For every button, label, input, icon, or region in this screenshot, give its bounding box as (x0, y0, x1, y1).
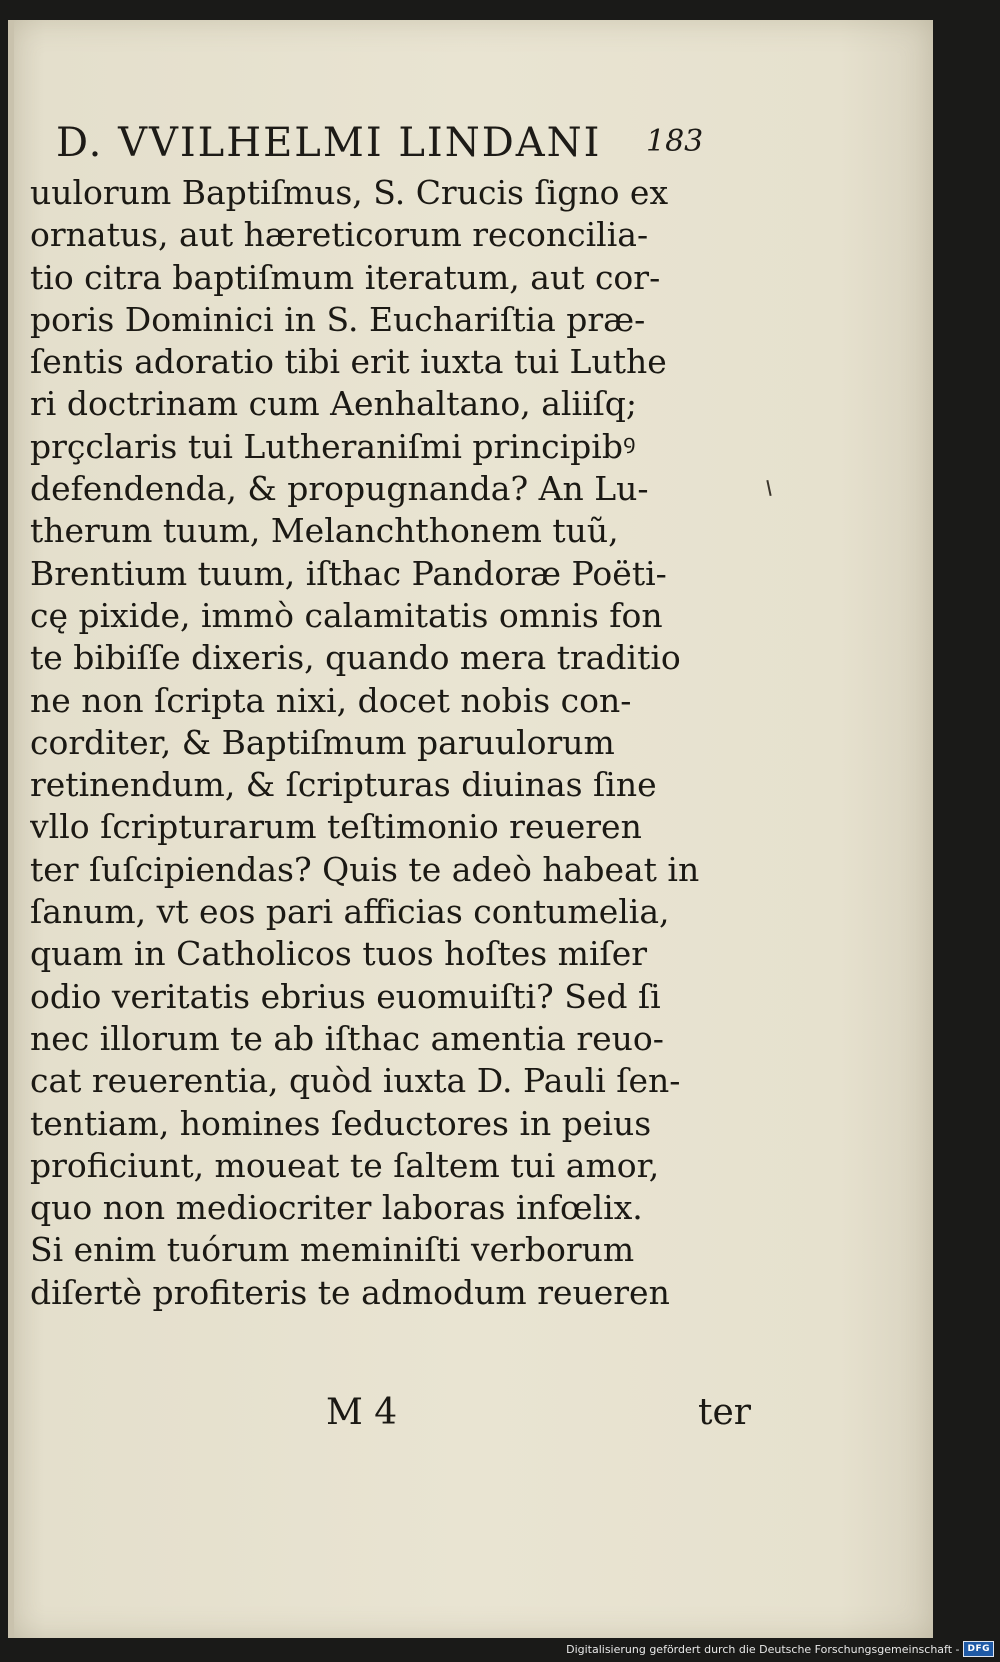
text-line: ornatus, aut hæreticorum reconcilia- (30, 215, 649, 255)
text-line: uulorum Baptiſmus, S. Crucis ſigno ex (30, 173, 669, 212)
text-line: tentiam, homines ſeductores in peius (30, 1103, 652, 1143)
text-line: Brentium tuum, iſthac Pandoræ Poëti- (30, 553, 667, 593)
text-line: cę pixide, immò calamitatis omnis fon (30, 595, 663, 635)
text-line: diſertè profiteris te admodum reueren (30, 1272, 670, 1312)
page-number: 183 (646, 124, 704, 159)
text-line: ſanum, vt eos pari afficias contumelia, (30, 892, 670, 932)
text-line: corditer, & Baptiſmum paruulorum (30, 722, 615, 762)
text-line: prçclaris tui Lutheraniſmi principibꝰ (30, 426, 636, 466)
catchword: ter (698, 1392, 751, 1433)
book-page (8, 20, 933, 1638)
digitization-credit (566, 1640, 994, 1658)
text-line: odio veritatis ebrius euomuiſti? Sed ſi (30, 976, 661, 1016)
text-line: nec illorum te ab iſthac amentia reuo- (30, 1018, 664, 1058)
page-gutter-edge (8, 20, 14, 1638)
text-line: ri doctrinam cum Aenhaltano, aliiſq; (30, 384, 638, 424)
text-line: ter ſuſcipiendas? Quis te adeò habeat in (30, 849, 700, 889)
signature-mark: M 4 (326, 1392, 398, 1433)
text-line: proficiunt, moueat te ſaltem tui amor, (30, 1145, 660, 1185)
body-text (30, 172, 730, 1314)
dfg-logo: DFG (963, 1641, 994, 1657)
text-line: vllo ſcripturarum teſtimonio reueren (30, 807, 642, 847)
text-line: ſentis adoratio tibi erit iuxta tui Luthe (30, 342, 667, 382)
text-line: ne non ſcripta nixi, docet nobis con- (30, 680, 632, 720)
text-line: te bibiſſe dixeris, quando mera traditio (30, 638, 681, 678)
text-line: tio citra baptiſmum iteratum, aut cor- (30, 257, 661, 297)
text-line: cat reuerentia, quòd iuxta D. Pauli ſen- (30, 1061, 681, 1101)
text-line: quo non mediocriter laboras infœlix. (30, 1188, 643, 1228)
text-line: poris Dominici in S. Euchariſtia præ- (30, 299, 646, 339)
running-title: D. VVILHELMI LINDANI (56, 120, 602, 166)
stray-ink-mark (766, 480, 771, 496)
running-head (56, 120, 704, 176)
text-line: defendenda, & propugnanda? An Lu- (30, 469, 649, 509)
text-line: retinendum, & ſcripturas diuinas ſine (30, 765, 657, 805)
text-line: therum tuum, Melanchthonem tuũ, (30, 511, 619, 551)
credit-text: Digitalisierung gefördert durch die Deutsche Forschungsgemeinschaft - (566, 1642, 960, 1656)
text-line: quam in Catholicos tuos hoſtes miſer (30, 934, 648, 974)
text-line: Si enim tuórum meminiſti verborum (30, 1230, 635, 1270)
